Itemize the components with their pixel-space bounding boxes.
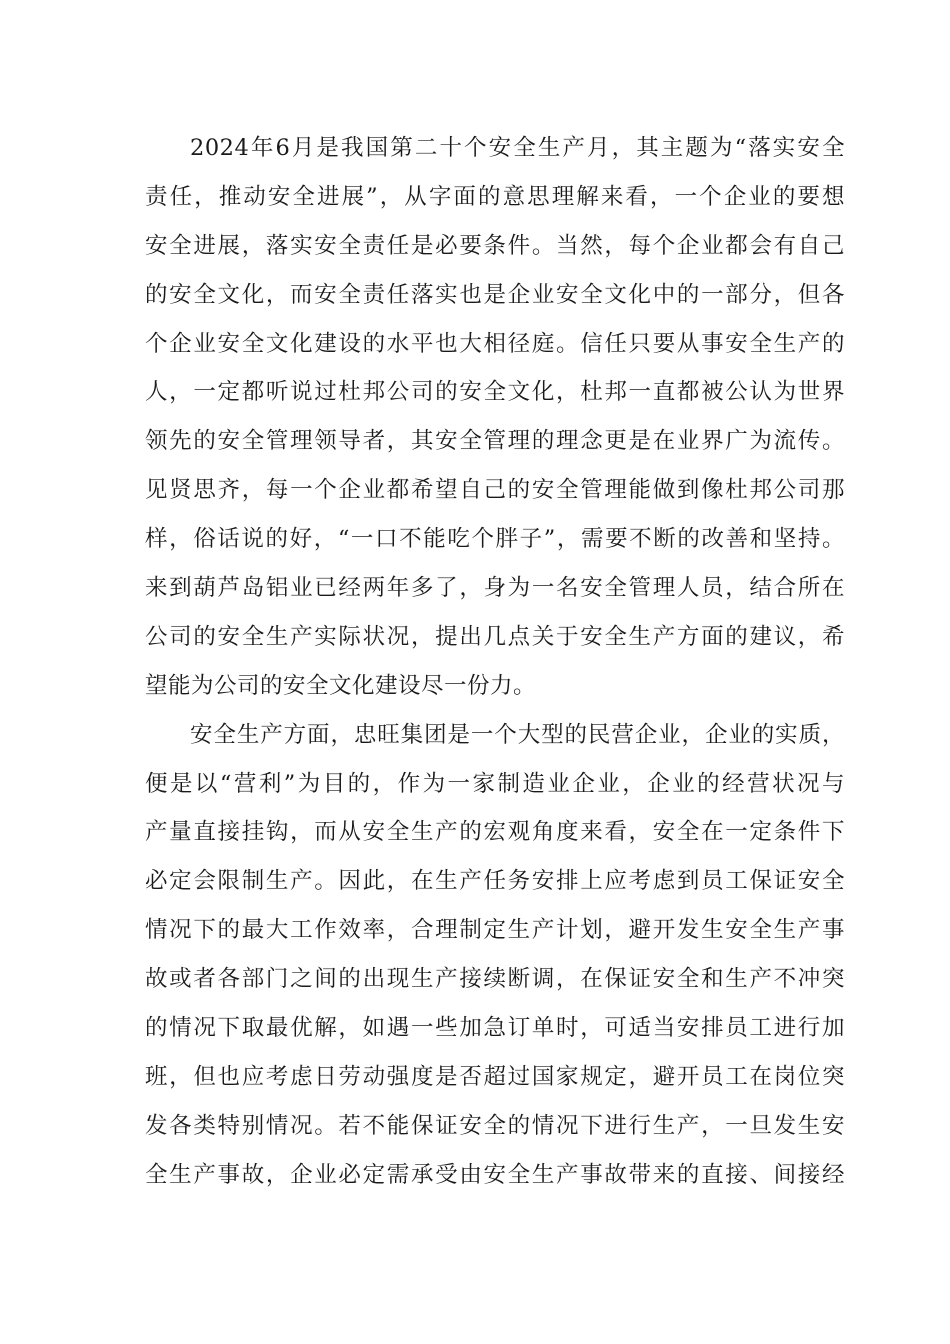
text-line: 必定会限制生产。因此，在生产任务安排上应考虑到员工保证安全: [145, 868, 845, 895]
text-line: 故或者各部门之间的出现生产接续断调，在保证安全和生产不冲突: [145, 966, 845, 993]
text-line: 样，俗话说的好，“一口不能吃个胖子”，需要不断的改善和坚持。: [145, 526, 845, 553]
paragraph-1: [145, 124, 845, 711]
text-line: 情况下的最大工作效率，合理制定生产计划，避开发生安全生产事: [145, 917, 845, 944]
text-line: 的安全文化，而安全责任落实也是企业安全文化中的一部分，但各: [145, 281, 845, 308]
text-line: 公司的安全生产实际状况，提出几点关于安全生产方面的建议，希: [145, 623, 845, 650]
text-line: 2024年6月是我国第二十个安全生产月，其主题为“落实安全: [190, 135, 845, 161]
document-body: [145, 124, 845, 1200]
text-line: 产量直接挂钩，而从安全生产的宏观角度来看，安全在一定条件下: [145, 819, 845, 846]
text-line: 领先的安全管理领导者，其安全管理的理念更是在业界广为流传。: [145, 428, 845, 455]
text-line: 望能为公司的安全文化建设尽一份力。: [145, 672, 537, 699]
text-line: 来到葫芦岛铝业已经两年多了，身为一名安全管理人员，结合所在: [145, 575, 845, 602]
text-line: 责任，推动安全进展”，从字面的意思理解来看，一个企业的要想: [145, 183, 845, 210]
text-line: 全生产事故，企业必定需承受由安全生产事故带来的直接、间接经: [145, 1161, 845, 1188]
text-line: 个企业安全文化建设的水平也大相径庭。信任只要从事安全生产的: [145, 330, 845, 357]
text-line: 人，一定都听说过杜邦公司的安全文化，杜邦一直都被公认为世界: [145, 379, 845, 406]
text-line: 安全进展，落实安全责任是必要条件。当然，每个企业都会有自己: [145, 232, 845, 259]
text-line: 便是以“营利”为目的，作为一家制造业企业，企业的经营状况与: [145, 770, 845, 797]
paragraph-2: [145, 711, 845, 1200]
text-line: 的情况下取最优解，如遇一些加急订单时，可适当安排员工进行加: [145, 1015, 845, 1042]
text-line: 班，但也应考虑日劳动强度是否超过国家规定，避开员工在岗位突: [145, 1063, 845, 1090]
text-line: 见贤思齐，每一个企业都希望自己的安全管理能做到像杜邦公司那: [145, 477, 845, 504]
text-line: 发各类特别情况。若不能保证安全的情况下进行生产，一旦发生安: [145, 1112, 845, 1139]
text-line: 安全生产方面，忠旺集团是一个大型的民营企业，企业的实质，: [190, 721, 845, 748]
